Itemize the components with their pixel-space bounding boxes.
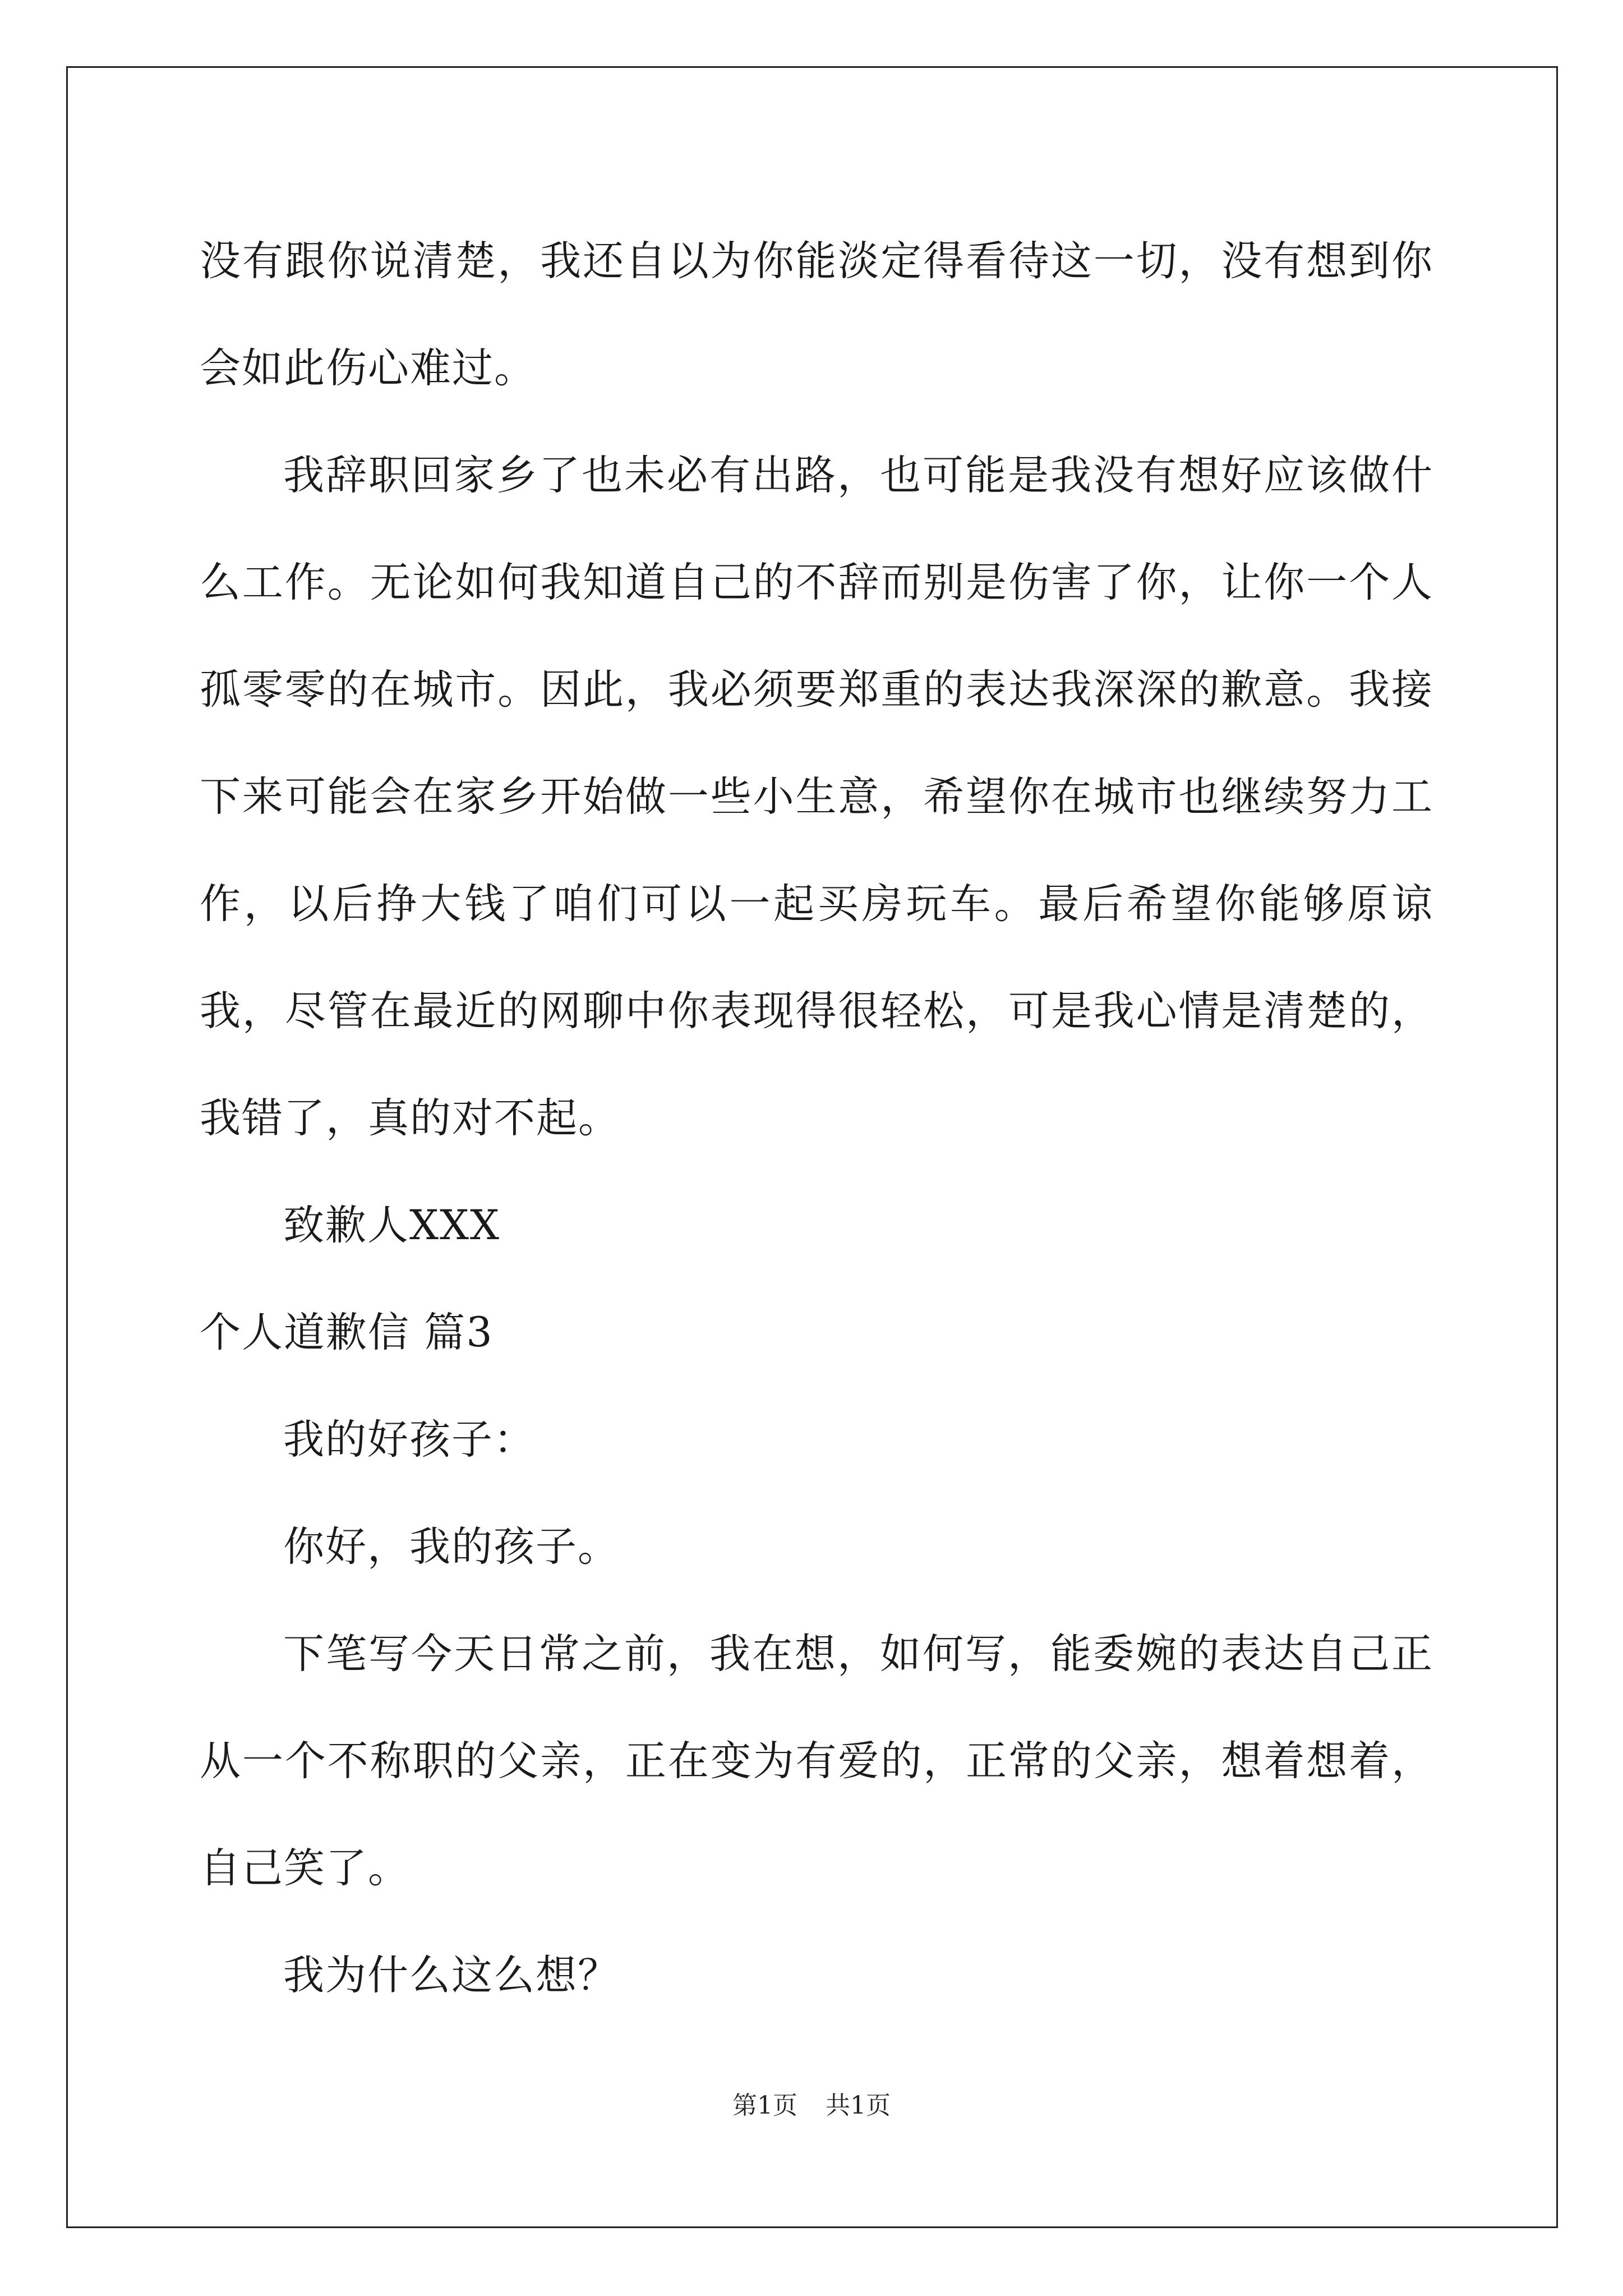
salutation: 我的好孩子： <box>283 1416 536 1464</box>
document-body <box>200 208 1433 2029</box>
greeting: 你好，我的孩子。 <box>283 1523 620 1571</box>
page-number: 第1页 <box>732 2091 797 2120</box>
section-heading: 个人道歉信 篇3 <box>200 1309 494 1356</box>
total-pages: 共1页 <box>826 2091 891 2120</box>
paragraph-1: 没有跟你说清楚，我还自以为你能淡定得看待这一切，没有想到你会如此伤心难过。 <box>200 237 1433 392</box>
paragraph-4: 我为什么这么想？ <box>283 1952 620 1999</box>
page-footer <box>0 2089 1623 2123</box>
paragraph-3: 下笔写今天日常之前，我在想，如何写，能委婉的表达自己正从一个不称职的父亲，正在变为有爱的，正常的父亲，想着想着，自己笑了。 <box>200 1630 1433 1892</box>
paragraph-2: 我辞职回家乡了也未必有出路，也可能是我没有想好应该做什么工作。无论如何我知道自己的不辞而别是伤害了你，让你一个人孤零零的在城市。因此，我必须要郑重的表达我深深的歉意。我接下来可能会在家乡开始做一些小生意，希望你在城市也继续努力工作，以后挣大钱了咱们可以一起买房玩车。最后希望你能够原谅我，尽管在最近的网聊中你表现得很轻松，可是我心情是清楚的，我错了，真的对不起。 <box>200 452 1433 1142</box>
signature-line: 致歉人XXX <box>283 1202 500 1249</box>
